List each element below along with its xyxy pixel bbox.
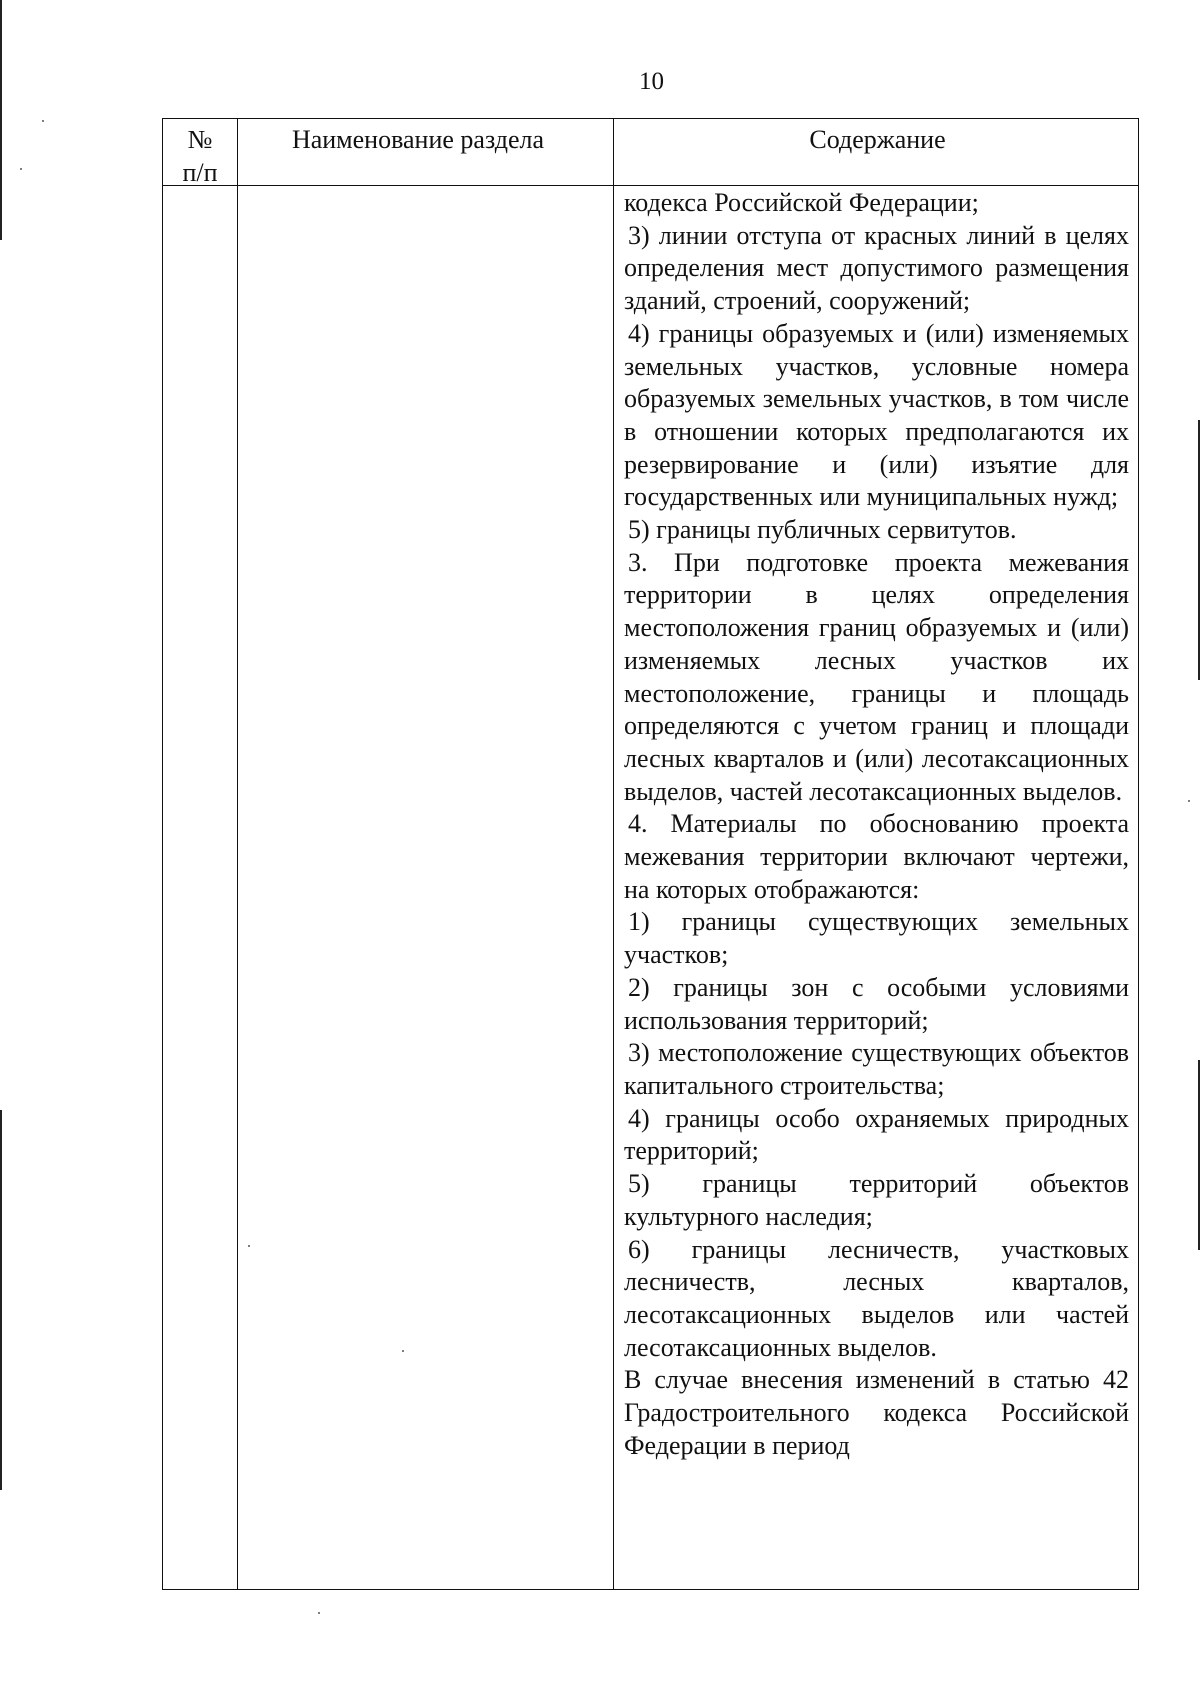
content-paragraph: 4) границы особо охраняемых природных территорий;: [624, 1103, 1129, 1166]
scan-speck: [248, 1245, 250, 1247]
column-divider-2: [613, 119, 614, 1589]
content-paragraph: кодекса Российской Федерации;: [624, 188, 979, 217]
content-cell: [624, 187, 1129, 1462]
content-paragraph: 5) границы публичных сервитутов.: [628, 515, 1017, 545]
scan-speck: [318, 1612, 320, 1614]
header-content: Содержание: [809, 125, 946, 154]
scan-edge-mark: [0, 1110, 2, 1490]
header-number: № п/п: [182, 125, 218, 187]
content-paragraph: 4) границы образуемых и (или) изменяемых земельных участков, условные номера образуемых земельных участков, в том числе в отношении которых предполагаются их резервирование и (или) изъятие для государственных или муниципальных нужд;: [624, 318, 1129, 512]
scan-speck: [402, 1350, 404, 1352]
content-paragraph: 3) линии отступа от красных линий в целях определения мест допустимого размещения зданий, строений, сооружений;: [624, 220, 1129, 316]
content-paragraph: 3. При подготовке проекта межевания территории в целях определения местоположения границ образуемых и (или) изменяемых лесных участков их местоположение, границы и площадь определяются с учетом границ и площади лесных кварталов и (или) лесотаксационных выделов, частей лесотаксационных выделов.: [624, 547, 1129, 806]
content-paragraph: 2) границы зон с особыми условиями использования территорий;: [624, 972, 1129, 1035]
content-paragraph: 1) границы существующих земельных участков;: [624, 907, 1129, 970]
header-section-name: Наименование раздела: [291, 125, 545, 154]
scan-edge-mark: [0, 0, 2, 240]
scan-speck: [42, 120, 44, 122]
page-number: 10: [639, 68, 664, 95]
scan-speck: [1188, 800, 1190, 802]
column-divider-1: [237, 119, 238, 1589]
scan-speck: [20, 168, 22, 170]
content-paragraph: 3) местоположение существующих объектов капитального строительства;: [624, 1038, 1129, 1100]
content-paragraph: 5) границы территорий объектов культурного наследия;: [624, 1169, 1129, 1231]
document-table: [162, 118, 1139, 1590]
content-paragraph: 4. Материалы по обоснованию проекта межевания территории включают чертежи, на которых отображаются:: [624, 809, 1129, 904]
content-paragraph: В случае внесения изменений в статью 42 Градостроительного кодекса Российской Федерации в период: [624, 1365, 1129, 1460]
content-paragraph: 6) границы лесничеств, участковых лесничеств, лесных кварталов, лесотаксационных выделов или частей лесотаксационных выделов.: [624, 1234, 1129, 1362]
header-divider: [163, 185, 1138, 186]
